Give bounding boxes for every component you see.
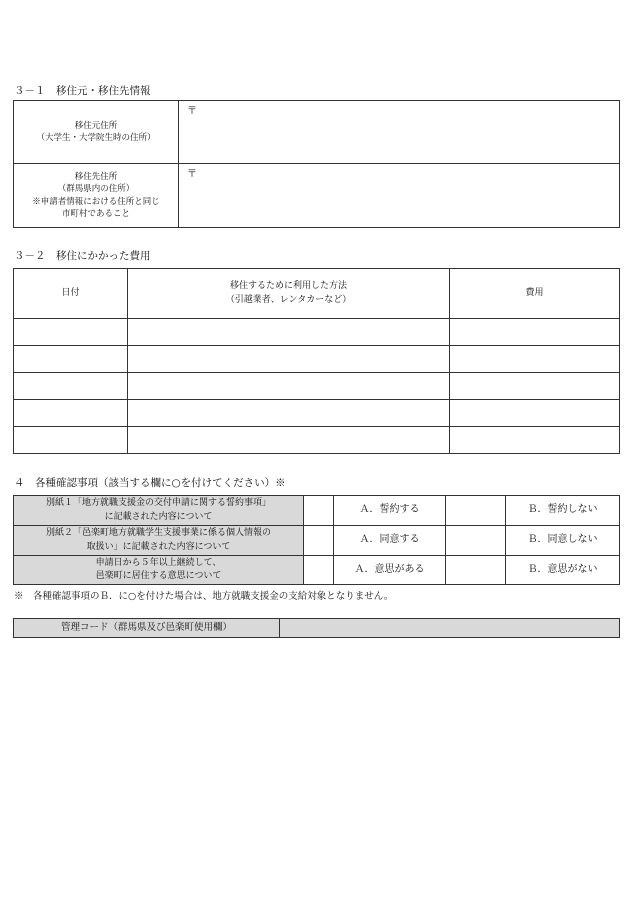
header-date: 日付 — [14, 269, 128, 319]
table-row — [14, 373, 620, 400]
circle-cell-a[interactable] — [304, 496, 334, 526]
table-row — [14, 346, 620, 373]
confirmation-item-line1: 別紙１「地方就職支援金の交付申請に関する誓約事項」 — [45, 498, 271, 509]
origin-address-label: 移住元住所 — [74, 120, 118, 131]
circle-cell-b[interactable] — [446, 526, 506, 556]
postal-mark: 〒 — [187, 169, 197, 180]
section-3-1-title: ３－１ 移住元・移住先情報 — [14, 85, 151, 97]
confirmation-item-line1: 申請日から５年以上継続して、 — [95, 557, 222, 568]
table-row — [14, 556, 620, 585]
dest-address-sub3: 市町村であること — [61, 208, 130, 219]
method-cell[interactable] — [128, 346, 450, 373]
confirmation-item-line2: 邑楽町に居住する意思について — [95, 571, 222, 581]
postal-mark: 〒 — [187, 106, 197, 117]
table-row — [14, 526, 620, 556]
option-a: Ａ．同意する — [334, 526, 446, 556]
section-3-2-title: ３－２ 移住にかかった費用 — [14, 250, 151, 262]
table-row — [14, 496, 620, 526]
dest-address-field[interactable] — [179, 164, 620, 228]
date-cell[interactable] — [14, 373, 128, 400]
confirmation-item — [14, 496, 304, 526]
management-code-label: 管理コード（群馬県及び邑楽町使用欄） — [14, 619, 280, 638]
origin-address-sub: （大学生・大学院生時の住所） — [36, 133, 156, 143]
date-cell[interactable] — [14, 346, 128, 373]
cost-cell[interactable] — [450, 400, 620, 427]
table-row — [14, 319, 620, 346]
option-a: Ａ．誓約する — [334, 496, 446, 526]
management-code-field — [280, 619, 620, 638]
option-b: Ｂ．同意しない — [506, 526, 620, 556]
dest-address-label: 移住先住所 — [74, 171, 118, 182]
confirmation-note: ※ 各種確認事項のＢ．に○を付けた場合は、地方就職支援金の支給対象となりません。 — [14, 591, 394, 602]
circle-cell-b[interactable] — [446, 496, 506, 526]
circle-cell-b[interactable] — [446, 556, 506, 585]
confirmation-item-line1: 別紙２「邑楽町地方就職学生支援事業に係る個人情報の — [45, 528, 271, 539]
circle-cell-a[interactable] — [304, 556, 334, 585]
option-a: Ａ．意思がある — [334, 556, 446, 585]
confirmation-table — [13, 495, 620, 585]
option-b: Ｂ．誓約しない — [506, 496, 620, 526]
confirmation-item — [14, 526, 304, 556]
cost-table — [13, 268, 620, 454]
header-cost: 費用 — [450, 269, 620, 319]
date-cell[interactable] — [14, 400, 128, 427]
date-cell[interactable] — [14, 319, 128, 346]
dest-address-sub2: ※申請者情報における住所と同じ — [32, 196, 160, 207]
confirmation-item — [14, 556, 304, 585]
method-cell[interactable] — [128, 373, 450, 400]
origin-address-field[interactable] — [179, 101, 620, 164]
method-cell[interactable] — [128, 400, 450, 427]
dest-address-label-cell — [14, 164, 179, 228]
cost-cell[interactable] — [450, 319, 620, 346]
table-row — [14, 400, 620, 427]
cost-cell[interactable] — [450, 373, 620, 400]
date-cell[interactable] — [14, 427, 128, 454]
cost-cell[interactable] — [450, 346, 620, 373]
method-cell[interactable] — [128, 427, 450, 454]
confirmation-item-line2: に記載された内容について — [104, 511, 213, 522]
header-method — [128, 269, 450, 319]
management-table — [13, 618, 620, 638]
origin-address-label-cell — [14, 101, 179, 164]
header-method-line1: 移住するために利用した方法 — [229, 281, 347, 292]
header-method-line2: （引越業者、レンタカーなど） — [225, 294, 352, 305]
address-table — [13, 100, 620, 228]
table-row — [14, 427, 620, 454]
confirmation-item-line2: 取扱い」に記載された内容について — [86, 541, 231, 552]
option-b: Ｂ．意思がない — [506, 556, 620, 585]
cost-cell[interactable] — [450, 427, 620, 454]
dest-address-sub1: （群馬県内の住所） — [57, 184, 135, 195]
method-cell[interactable] — [128, 319, 450, 346]
section-4-title: ４ 各種確認事項（該当する欄に○を付けてください）※ — [14, 477, 286, 489]
circle-cell-a[interactable] — [304, 526, 334, 556]
